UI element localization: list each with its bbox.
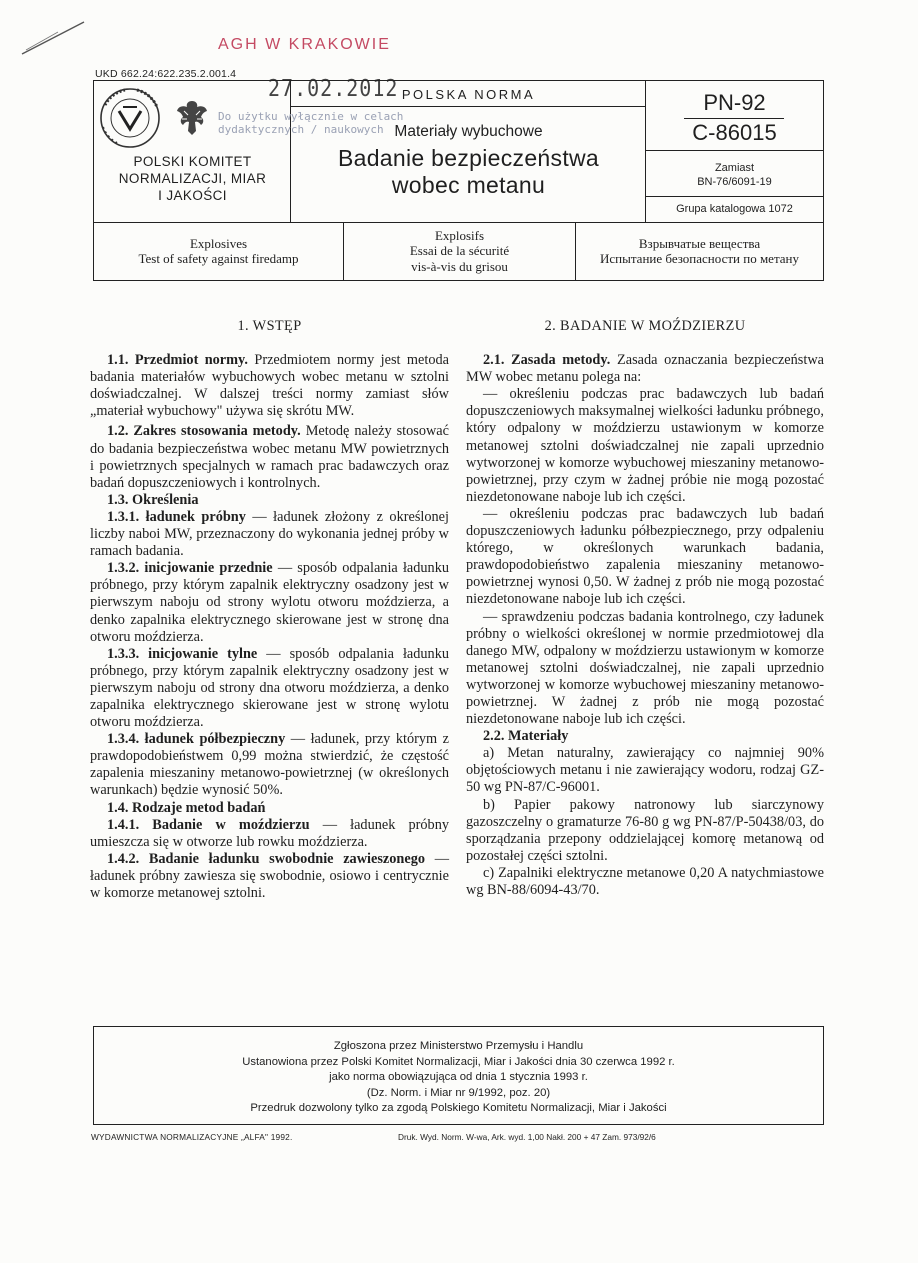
paragraph-1-3-3 xyxy=(90,646,449,731)
pn-number: PN-92 xyxy=(703,90,766,115)
paragraph-1-3-heading: 1.3. Określenia xyxy=(107,491,199,508)
paragraph-1-1 xyxy=(90,352,449,420)
committee-line-2: NORMALIZACJI, MIAR xyxy=(118,171,267,186)
material-item-b: b) Papier pakowy natronowy lub siarczynowy gazoszczelny o gramaturze 76-80 g wg PN-87/P-50438/03, do sporządzania przepony oddzielającej komorę metanową od pozostałej części sztolni. xyxy=(466,796,824,864)
section-mortar-test xyxy=(466,318,824,899)
principle-item-2: — określeniu podczas prac badawczych lub badań dopuszczeniowych ładunku półbezpiecznego, przy odpaleniu którego, w określonych warunkach badania, prawdopodobieństwo zapalenia mieszaniny metanowo-powietrznej wynosi 0,50. W żadnej z prób nie mogą pozostać niezdetonowane naboje lub ich części. xyxy=(466,505,824,608)
paragraph-1-3-3-text: — sposób odpalania ładunku próbnego, przy którym zapalnik elektryczny osadzony jest w pierwszym naboju od strony dna otworu moździerza, a denko zapalnika elektrycznego skierowane jest w stronę wylotu otworu moździerza. xyxy=(90,645,450,731)
replaces-label: Zamiast xyxy=(714,162,755,174)
norm-subject: Materiały wybuchowe xyxy=(394,123,543,140)
paragraph-2-2 xyxy=(466,728,824,745)
pen-stroke-mark xyxy=(18,18,88,58)
paragraph-1-3-1 xyxy=(90,509,449,560)
committee-line-3: I JAKOŚCI xyxy=(158,188,227,203)
material-item-c: c) Zapalniki elektryczne metanowe 0,20 A natychmiastowe wg BN-88/6094-43/70. xyxy=(466,864,824,898)
translations-row xyxy=(93,222,824,281)
paragraph-1-1-text: Przedmiotem normy jest metoda badania materiałów wybuchowych wobec metanu w sztolni doświadczalnej. W dalszej treści normy zamiast słów „materiał wybuchowy" używa się skrótu MW. xyxy=(90,352,449,420)
pn-number-box xyxy=(646,81,823,151)
title-english xyxy=(94,222,344,280)
pkn-seal-icon xyxy=(97,85,163,151)
date-stamp: 27.02.2012 xyxy=(268,74,399,102)
usage-stamp-line-1: Do użytku wyłącznie w celach xyxy=(218,110,404,123)
paragraph-1-3-3-term: 1.3.3. inicjowanie tylne xyxy=(107,645,258,662)
paragraph-1-3-2 xyxy=(90,560,449,645)
principle-item-1: — określeniu podczas prac badawczych lub badań dopuszczeniowych maksymalnej wielkości ładunku próbnego, który odpalony w moździerzu ustawionym w komorze metanowej sztolni doświadczalnej nie zapali uprzednio wytworzonej w komorze wybuchowej mieszaniny metanowo-powietrznej, przy czym w żadnej próbie nie mogą pozostać niezdetonowane naboje lub ich części. xyxy=(466,386,824,505)
footer-line-3: jako norma obowiązująca od dnia 1 stycznia 1993 r. xyxy=(329,1071,588,1083)
establishment-box xyxy=(93,1026,824,1125)
paragraph-1-4-1 xyxy=(90,817,449,851)
norm-type-label: POLSKA NORMA xyxy=(401,87,536,102)
english-line-1: Explosives xyxy=(189,235,248,251)
russian-line-1: Взрывчатые вещества xyxy=(638,235,761,251)
paragraph-1-2-number: 1.2. Zakres stosowania metody. xyxy=(107,423,301,440)
paragraph-1-3-1-term: 1.3.1. ładunek próbny xyxy=(107,508,246,525)
paragraph-1-1-number: 1.1. Przedmiot normy. xyxy=(107,352,248,369)
material-item-a: a) Metan naturalny, zawierający co najmniej 90% objętościowych metanu i nie zawierający wodoru, rodzaj GZ-50 wg PN-87/C-96001. xyxy=(466,745,824,796)
paragraph-1-4-2 xyxy=(90,851,449,902)
french-line-2: Essai de la sécurité xyxy=(409,243,510,259)
print-info: Druk. Wyd. Norm. W-wa, Ark. wyd. 1,00 Nakł. 200 + 47 Zam. 973/92/6 xyxy=(398,1132,656,1142)
committee-cell xyxy=(94,81,291,222)
norm-label-divider xyxy=(291,106,646,107)
committee-line-1: POLSKI KOMITET xyxy=(133,154,252,169)
catalog-group: Grupa katalogowa 1072 xyxy=(676,203,793,215)
section-introduction xyxy=(90,318,449,902)
title-french xyxy=(344,222,576,280)
paragraph-1-4-2-text: — ładunek próbny zawiesza się swobodnie, osiowo i centrycznie w komorze metanowej sztolni. xyxy=(90,850,450,901)
paragraph-2-2-heading: 2.2. Materiały xyxy=(483,728,569,745)
replaces-value: BN-76/6091-19 xyxy=(697,176,772,188)
section-1-heading: 1. WSTĘP xyxy=(237,318,302,334)
paragraph-1-4-1-term: 1.4.1. Badanie w moździerzu xyxy=(107,816,310,833)
paragraph-1-3-4 xyxy=(90,731,449,799)
paragraph-1-2-text: Metodę należy stosować do badania bezpieczeństwa wobec metanu MW powietrznych i powietrznych specjalnych w ramach prac badawczych oraz badań dopuszczeniowych i kontrolnych. xyxy=(90,423,449,491)
french-line-3: vis-à-vis du grisou xyxy=(411,258,508,274)
norm-title-line-2: wobec metanu xyxy=(391,172,546,198)
usage-stamp-line-2: dydaktycznych / naukowych xyxy=(218,123,384,136)
french-line-1: Explosifs xyxy=(434,227,485,243)
usage-stamp xyxy=(218,110,403,136)
section-2-heading: 2. BADANIE W MOŹDZIERZU xyxy=(544,318,746,334)
norm-header xyxy=(93,80,824,223)
paragraph-2-1-text: Zasada oznaczania bezpieczeństwa MW wobec metanu polega na: xyxy=(466,352,824,386)
pn-code: C-86015 xyxy=(692,120,777,145)
replaces-info xyxy=(646,161,823,189)
library-stamp: AGH W KRAKOWIE xyxy=(218,36,391,53)
paragraph-1-3-2-term: 1.3.2. inicjowanie przednie xyxy=(107,560,273,577)
pn-number-divider xyxy=(684,118,784,119)
paragraph-1-3-2-text: — sposób odpalania ładunku próbnego, przy którym zapalnik elektryczny osadzony jest w pierwszym naboju od strony wylotu otworu moździerza, a denko zapalnika elektrycznego skierowane jest w stronę dna otworu moździerza. xyxy=(90,560,450,645)
paragraph-1-4 xyxy=(90,800,449,817)
title-russian xyxy=(576,222,823,280)
norm-title xyxy=(291,145,646,199)
polish-eagle-icon xyxy=(174,97,210,137)
paragraph-2-1 xyxy=(466,352,824,386)
paragraph-1-4-heading: 1.4. Rodzaje metod badań xyxy=(107,799,266,816)
paragraph-2-1-number: 2.1. Zasada metody. xyxy=(483,352,611,369)
paragraph-1-2 xyxy=(90,423,449,491)
english-line-2: Test of safety against firedamp xyxy=(138,251,299,266)
footer-line-4: (Dz. Norm. i Miar nr 9/1992, poz. 20) xyxy=(366,1086,551,1099)
footer-line-1: Zgłoszona przez Ministerstwo Przemysłu i Handlu xyxy=(333,1040,584,1052)
catalog-group-divider xyxy=(646,196,823,197)
paragraph-1-4-2-term: 1.4.2. Badanie ładunku swobodnie zawieszonego xyxy=(107,850,426,867)
publisher-imprint: WYDAWNICTWA NORMALIZACYJNE „ALFA" 1992. xyxy=(91,1132,293,1142)
paragraph-1-3-1-text: — ładunek złożony z określonej liczby naboi MW, przeznaczony do wykonania jednej próby w ramach badania. xyxy=(90,508,449,560)
paragraph-1-3 xyxy=(90,492,449,509)
principle-item-3: — sprawdzeniu podczas badania kontrolnego, czy ładunek próbny o wielkości określonej w normie przedmiotowej dla danego MW, odpalony w moździerzu ustawionym w komorze metanowej sztolni doświadczalnej, nie zapali uprzednio wytworzonej w komorze wybuchowej mieszaniny metanowo-powietrznej. W żadnej z prób nie mogą pozostać niezdetonowane naboje lub ich części. xyxy=(466,608,824,728)
ukd-classification: UKD 662.24:622.235.2.001.4 xyxy=(95,68,237,80)
paragraph-1-4-1-text: — ładunek próbny umieszcza się w otworze lub rowku moździerza. xyxy=(90,816,449,850)
footer-line-2: Ustanowiona przez Polski Komitet Normalizacji, Miar i Jakości dnia 30 czerwca 1992 r. xyxy=(242,1055,675,1068)
footer-line-5: Przedruk dozwolony tylko za zgodą Polskiego Komitetu Normalizacji, Miar i Jakości xyxy=(250,1102,667,1114)
norm-number-cell xyxy=(646,81,823,222)
norm-title-line-1: Badanie bezpieczeństwa xyxy=(337,145,600,171)
title-cell xyxy=(291,81,646,222)
paragraph-1-3-4-term: 1.3.4. ładunek półbezpieczny xyxy=(107,731,286,748)
russian-line-2: Испытание безопасности по метану xyxy=(599,251,800,266)
paragraph-1-3-4-text: — ładunek, przy którym z prawdopodobieństwem 0,99 można stwierdzić, że częstość zapalenia mieszaniny metanowo-powietrznej (w określonych warunkach) będzie wynosić 50%. xyxy=(90,731,449,799)
committee-name xyxy=(94,153,291,204)
